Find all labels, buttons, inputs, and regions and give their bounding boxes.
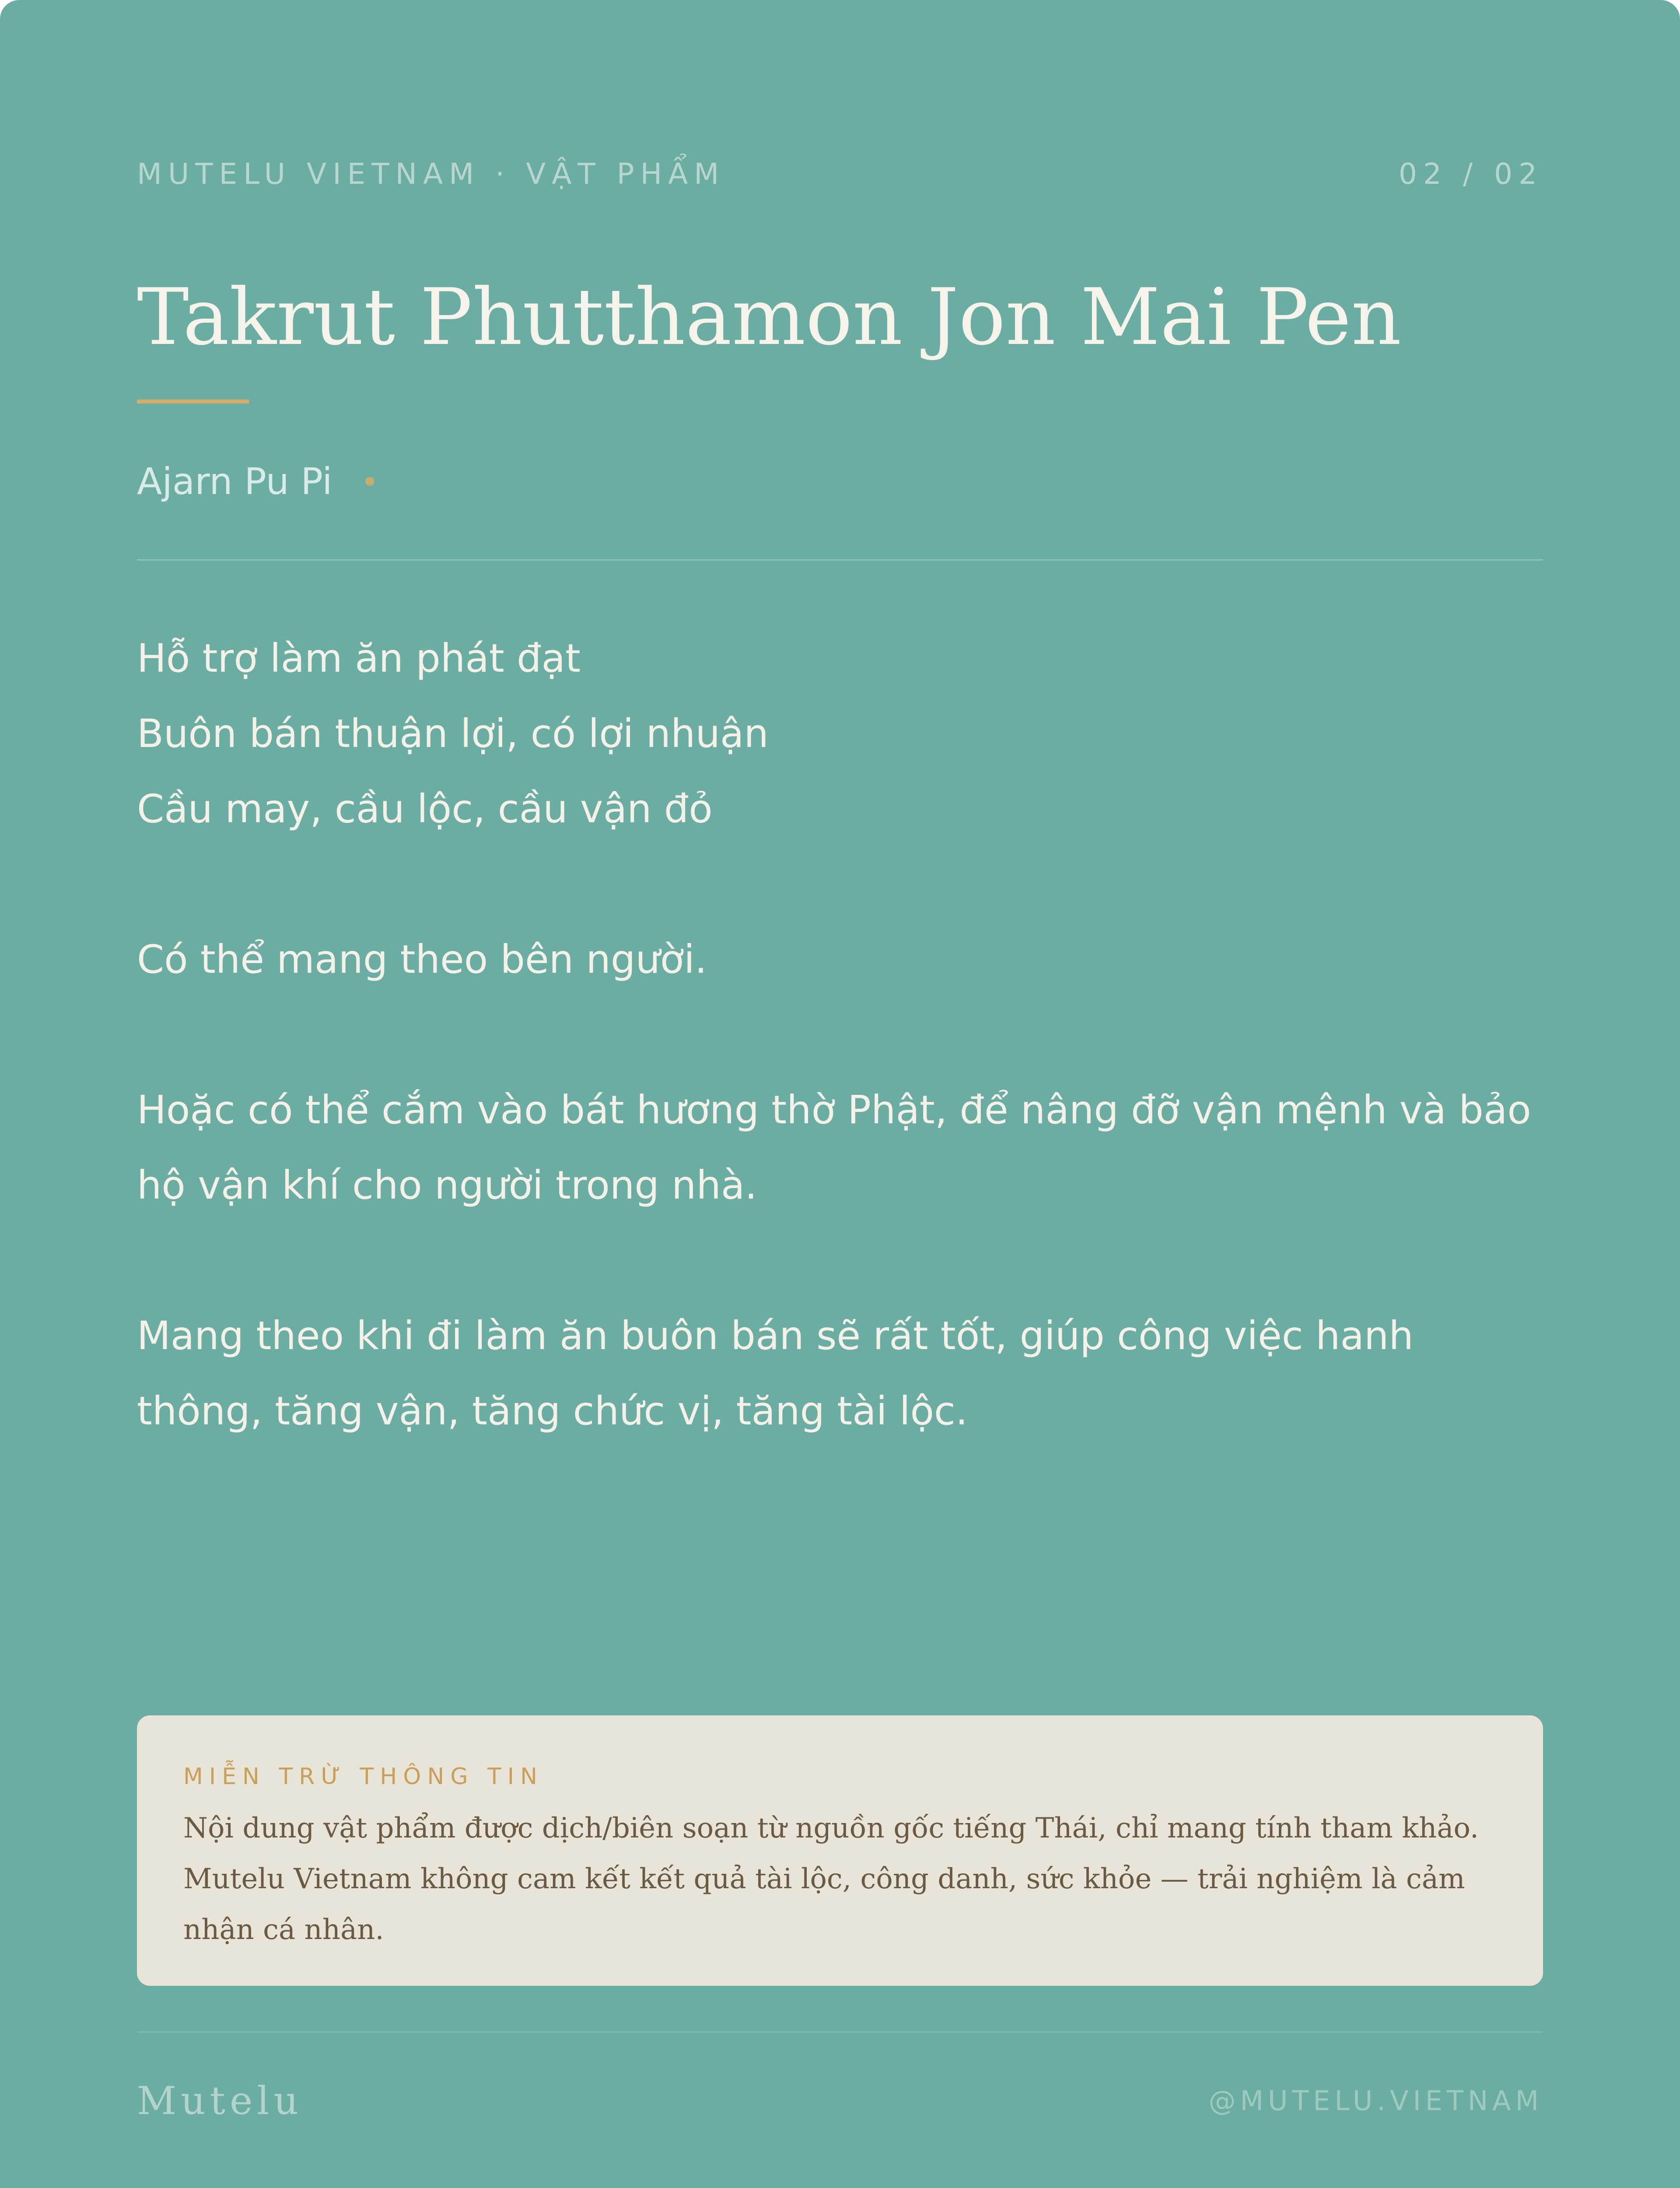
item-title: Takrut Phutthamon Jon Mai Pen — [137, 272, 1402, 362]
description-paragraph: Mang theo khi đi làm ăn buôn bán sẽ rất tốt, giúp công việc hanh thông, tăng vận, tăng chức vị, tăng tài lộc. — [137, 1313, 1414, 1434]
benefits-list — [137, 621, 1543, 846]
disclaimer-text: Nội dung vật phẩm được dịch/biên soạn từ nguồn gốc tiếng Thái, chỉ mang tính tham khảo. Mutelu Vietnam không cam kết kết quả tài lộc, công danh, sức khỏe — trải nghiệm là cảm nhận cá nhân. — [183, 1812, 1479, 1946]
benefit-item: Cầu may, cầu lộc, cầu vận đỏ — [137, 786, 713, 831]
brand-wordmark: Mutelu — [137, 2078, 303, 2123]
title-accent-divider — [137, 400, 249, 403]
benefit-item: Hỗ trợ làm ăn phát đạt — [137, 635, 581, 681]
author-row — [137, 459, 374, 503]
header-divider — [137, 559, 1543, 561]
social-handle: @MUTELU.VIETNAM — [1208, 2084, 1543, 2117]
page-counter: 02 / 02 — [1398, 157, 1543, 191]
author-name: Ajarn Pu Pi — [137, 460, 332, 503]
item-description — [137, 621, 1543, 1524]
footer — [137, 2074, 1543, 2127]
category-label: MUTELU VIETNAM · VẬT PHẨM — [137, 157, 725, 191]
description-paragraph: Có thể mang theo bên người. — [137, 936, 707, 982]
disclaimer-box — [137, 1715, 1543, 1986]
dot-icon — [365, 477, 374, 486]
benefit-item: Buôn bán thuận lợi, có lợi nhuận — [137, 711, 769, 756]
description-paragraph: Hoặc có thể cắm vào bát hương thờ Phật, để nâng đỡ vận mệnh và bảo hộ vận khí cho người trong nhà. — [137, 1087, 1531, 1208]
header-bar — [137, 154, 1543, 193]
disclaimer-label: MIỄN TRỪ THÔNG TIN — [183, 1764, 544, 1790]
footer-divider — [137, 2031, 1543, 2033]
